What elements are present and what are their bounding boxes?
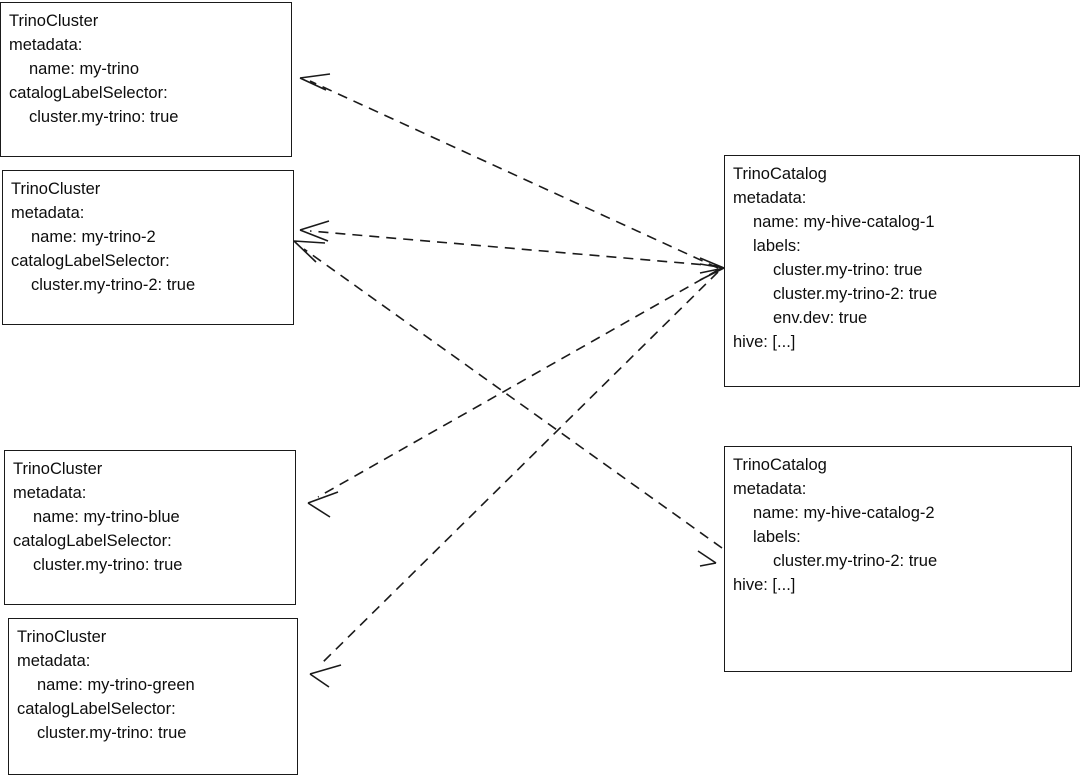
node-line: catalogLabelSelector: xyxy=(11,252,170,270)
node-trinocluster-my-trino[interactable] xyxy=(0,2,292,157)
node-line: TrinoCatalog xyxy=(733,456,827,474)
node-line: name: my-hive-catalog-1 xyxy=(753,213,935,231)
node-line: name: my-trino-blue xyxy=(33,508,180,526)
node-trinocluster-my-trino-green[interactable] xyxy=(8,618,298,775)
node-line: cluster.my-trino-2: true xyxy=(31,276,196,294)
connection-catalog2-to-my-trino-2 xyxy=(294,241,722,548)
node-line: cluster.my-trino: true xyxy=(773,261,923,279)
node-line: catalogLabelSelector: xyxy=(17,700,176,718)
node-line: name: my-trino-2 xyxy=(31,228,156,246)
node-line: name: my-trino xyxy=(29,60,140,78)
node-line: name: my-hive-catalog-2 xyxy=(753,504,935,522)
node-line: env.dev: true xyxy=(773,309,868,327)
node-line: cluster.my-trino: true xyxy=(33,556,183,574)
node-line: hive: [...] xyxy=(733,333,796,351)
node-line: metadata: xyxy=(733,189,807,207)
node-trinocatalog-my-hive-catalog-2[interactable] xyxy=(724,446,1072,672)
arrowhead-catalog2 xyxy=(698,551,716,566)
node-line: labels: xyxy=(753,528,801,546)
node-trinocatalog-my-hive-catalog-1[interactable] xyxy=(724,155,1080,387)
connection-catalog1-to-my-trino-2 xyxy=(300,221,718,266)
node-line: TrinoCluster xyxy=(9,12,99,30)
node-line: catalogLabelSelector: xyxy=(13,532,172,550)
node-line: cluster.my-trino: true xyxy=(37,724,187,742)
node-line: metadata: xyxy=(9,36,83,54)
node-line: cluster.my-trino-2: true xyxy=(773,285,938,303)
node-trinocluster-my-trino-2[interactable] xyxy=(2,170,294,325)
node-line: metadata: xyxy=(733,480,807,498)
node-line: TrinoCluster xyxy=(13,460,103,478)
node-line: metadata: xyxy=(13,484,87,502)
node-line: catalogLabelSelector: xyxy=(9,84,168,102)
node-line: cluster.my-trino: true xyxy=(29,108,179,126)
connection-catalog1-to-my-trino-green xyxy=(310,272,718,687)
node-trinocluster-my-trino-blue[interactable] xyxy=(4,450,296,605)
node-line: cluster.my-trino-2: true xyxy=(773,552,938,570)
convergence-arrowheads xyxy=(700,258,724,280)
node-line: TrinoCatalog xyxy=(733,165,827,183)
node-line: TrinoCluster xyxy=(11,180,101,198)
node-line: hive: [...] xyxy=(733,576,796,594)
connection-catalog1-to-my-trino-blue xyxy=(308,270,718,517)
node-line: metadata: xyxy=(17,652,91,670)
node-line: name: my-trino-green xyxy=(37,676,195,694)
node-line: metadata: xyxy=(11,204,85,222)
connection-catalog1-to-my-trino xyxy=(300,74,718,268)
node-line: TrinoCluster xyxy=(17,628,107,646)
node-line: labels: xyxy=(753,237,801,255)
